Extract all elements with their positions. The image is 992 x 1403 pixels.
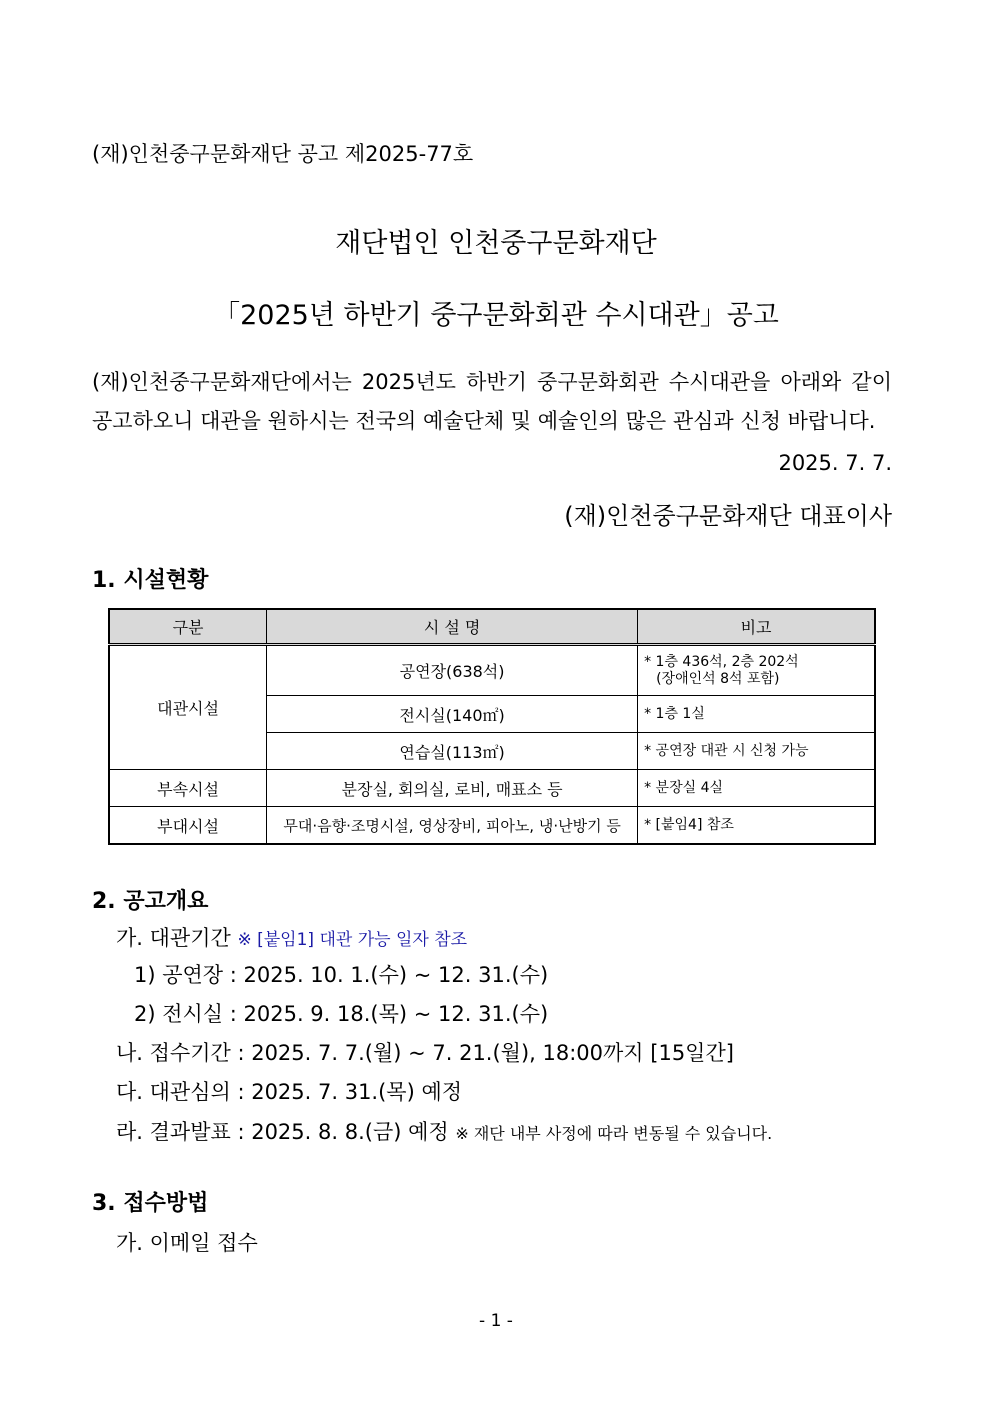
category-cell: 대관시설 <box>109 645 267 770</box>
change-notice: ※ 재단 내부 사정에 따라 변동될 수 있습니다. <box>455 1124 773 1143</box>
intro-paragraph: (재)인천중구문화재단에서는 2025년도 하반기 중구문화회관 수시대관을 아래와 같이 공고하오니 대관을 원하시는 전국의 예술단체 및 예술인의 많은 관심과 신청 바랍니다. <box>92 370 892 433</box>
rental-period-label: 가. 대관기간 <box>116 926 231 950</box>
period-exhibition-room: 2) 전시실 : 2025. 9. 18.(목) ~ 12. 31.(수) <box>134 1002 549 1026</box>
section-heading-overview: 2. 공고개요 <box>92 889 209 914</box>
result-announcement <box>116 1116 772 1146</box>
facility-cell: 무대·음향·조명시설, 영상장비, 피아노, 냉·난방기 등 <box>267 807 638 845</box>
remarks-cell: * [붙임4] 참조 <box>638 807 875 845</box>
facility-cell: 연습실(113㎡) <box>267 733 638 770</box>
table-header-category: 구분 <box>109 609 267 645</box>
remarks-cell <box>638 645 875 696</box>
remarks-cell: * 1층 1실 <box>638 696 875 733</box>
period-performance-hall: 1) 공연장 : 2025. 10. 1.(수) ~ 12. 31.(수) <box>134 963 549 987</box>
table-row <box>109 770 875 807</box>
rental-period-item <box>116 922 467 952</box>
category-cell: 부대시설 <box>109 807 267 845</box>
facility-cell: 분장실, 회의실, 로비, 매표소 등 <box>267 770 638 807</box>
remarks-cell: * 공연장 대관 시 신청 가능 <box>638 733 875 770</box>
notice-date: 2025. 7. 7. <box>778 451 892 475</box>
organization-title: 재단법인 인천중구문화재단 <box>335 228 657 259</box>
facility-cell: 전시실(140㎡) <box>267 696 638 733</box>
remarks-cell: * 분장실 4실 <box>638 770 875 807</box>
table-header-remarks: 비고 <box>638 609 875 645</box>
facility-cell: 공연장(638석) <box>267 645 638 696</box>
application-period: 나. 접수기간 : 2025. 7. 7.(월) ~ 7. 21.(월), 18:00까지 [15일간] <box>116 1041 734 1065</box>
attachment-reference: ※ [붙임1] 대관 가능 일자 참조 <box>237 930 468 950</box>
result-announcement-text: 라. 결과발표 : 2025. 8. 8.(금) 예정 <box>116 1120 449 1144</box>
page-number: - 1 - <box>479 1311 513 1331</box>
table-row <box>109 807 875 845</box>
review-date: 다. 대관심의 : 2025. 7. 31.(목) 예정 <box>116 1080 463 1104</box>
table-header-facility: 시 설 명 <box>267 609 638 645</box>
section-heading-facilities: 1. 시설현황 <box>92 568 209 593</box>
signer: (재)인천중구문화재단 대표이사 <box>564 502 892 530</box>
email-application-item: 가. 이메일 접수 <box>116 1231 258 1255</box>
facilities-table <box>108 608 876 845</box>
document-title: 「2025년 하반기 중구문화회관 수시대관」공고 <box>213 300 779 331</box>
remarks-line: (장애인석 8석 포함) <box>656 670 780 687</box>
notice-number: (재)인천중구문화재단 공고 제2025-77호 <box>92 142 474 166</box>
table-row <box>109 645 875 696</box>
category-cell: 부속시설 <box>109 770 267 807</box>
remarks-line: * 1층 436석, 2층 202석 <box>644 653 799 670</box>
section-heading-application-method: 3. 접수방법 <box>92 1191 209 1216</box>
